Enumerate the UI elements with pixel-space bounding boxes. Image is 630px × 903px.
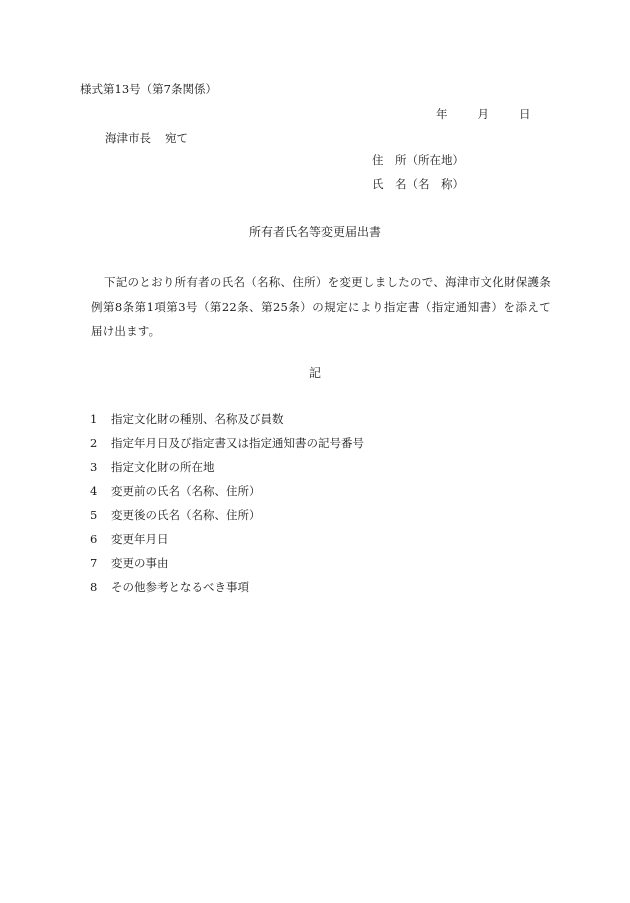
addressee	[105, 133, 188, 145]
list-item	[90, 485, 364, 509]
item-list	[90, 413, 364, 605]
list-item	[90, 509, 364, 533]
list-item	[90, 557, 364, 581]
body-paragraph: 下記のとおり所有者の氏名（名称、住所）を変更しましたので、海津市文化財保護条例第8条第1項第3号（第22条、第25条）の規定により指定書（指定通知書）を添えて届け出ます。	[91, 275, 551, 338]
item-number: 3	[90, 460, 98, 474]
sender-name-label: 氏 名（名 称）	[372, 177, 464, 191]
item-number: 7	[90, 556, 98, 570]
item-text: 変更年月日	[111, 532, 169, 546]
ki-heading: 記	[308, 366, 321, 380]
form-number: 様式第13号（第7条関係）	[80, 82, 217, 96]
document-title: 所有者氏名等変更届出書	[248, 225, 381, 239]
list-item	[90, 461, 364, 485]
month-label: 月	[477, 107, 489, 121]
sender-address-label: 住 所（所在地）	[372, 153, 464, 167]
item-text: 変更前の氏名（名称、住所）	[111, 484, 261, 498]
addressee-suffix: 宛て	[165, 131, 188, 145]
addressee-name: 海津市長	[105, 131, 151, 145]
item-text: 変更後の氏名（名称、住所）	[111, 508, 261, 522]
list-item	[90, 437, 364, 461]
list-item	[90, 533, 364, 557]
item-number: 5	[90, 508, 98, 522]
list-item	[90, 581, 364, 605]
item-text: 指定文化財の種別、名称及び員数	[111, 412, 284, 426]
item-number: 6	[90, 532, 98, 546]
item-text: 指定文化財の所在地	[111, 460, 215, 474]
item-text: 指定年月日及び指定書又は指定通知書の記号番号	[111, 436, 364, 450]
item-number: 1	[90, 412, 98, 426]
item-text: 変更の事由	[111, 556, 169, 570]
day-label: 日	[519, 107, 531, 121]
item-number: 2	[90, 436, 98, 450]
item-number: 8	[90, 580, 98, 594]
item-text: その他参考となるべき事項	[111, 580, 249, 594]
list-item	[90, 413, 364, 437]
date-line	[436, 109, 531, 121]
year-label: 年	[436, 107, 448, 121]
item-number: 4	[90, 484, 98, 498]
